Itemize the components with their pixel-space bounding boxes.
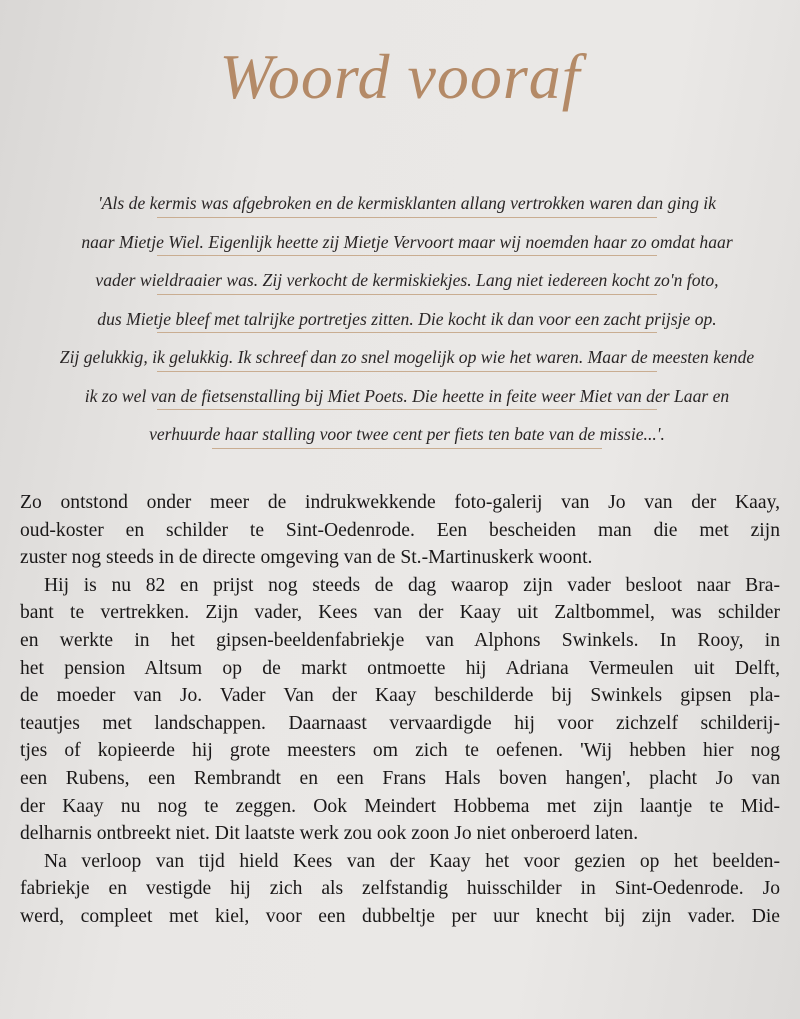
body-line: der Kaay nu nog te zeggen. Ook Meindert Hobbema met zijn laantje te Mid- — [20, 795, 780, 817]
body-line: werd, compleet met kiel, voor een dubbeltje per uur knecht bij zijn vader. Die — [20, 905, 780, 927]
body-line: delharnis ontbreekt niet. Dit laatste werk zou ook zoon Jo niet onberoerd laten. — [20, 823, 639, 845]
body-line: en werkte in het gipsen-beeldenfabriekje van Alphons Swinkels. In Rooy, in — [20, 629, 780, 651]
body-text — [20, 489, 780, 931]
body-line: zuster nog steeds in de directe omgeving van de St.-Martinuskerk woont. — [20, 547, 593, 569]
quote-line: dus Mietje bleef met talrijke portretjes zitten. Die kocht ik dan voor een zacht prijsje op. — [52, 300, 762, 339]
body-line: bant te vertrekken. Zijn vader, Kees van der Kaay uit Zaltbommel, was schilder — [20, 602, 780, 624]
body-line: de moeder van Jo. Vader Van der Kaay beschilderde bij Swinkels gipsen pla- — [20, 685, 780, 707]
quote-line: Zij gelukkig, ik gelukkig. Ik schreef dan zo snel mogelijk op wie het waren. Maar de meesten kende — [52, 338, 762, 377]
body-line: Na verloop van tijd hield Kees van der Kaay het voor gezien op het beelden- — [44, 850, 780, 872]
quote-line: vader wieldraaier was. Zij verkocht de kermiskiekjes. Lang niet iedereen kocht zo'n foto, — [52, 261, 762, 300]
quote-line: naar Mietje Wiel. Eigenlijk heette zij Mietje Vervoort maar wij noemden haar zo omdat haar — [52, 223, 762, 262]
body-line: een Rubens, een Rembrandt en een Frans Hals boven hangen', placht Jo van — [20, 767, 780, 789]
body-line: het pension Altsum op de markt ontmoette hij Adriana Vermeulen uit Delft, — [20, 657, 780, 679]
quote-line: ik zo wel van de fietsenstalling bij Miet Poets. Die heette in feite weer Miet van der Laar en — [52, 377, 762, 416]
quote-line: verhuurde haar stalling voor twee cent per fiets ten bate van de missie...'. — [52, 415, 762, 454]
body-line: tjes of kopieerde hij grote meesters om zich te oefenen. 'Wij hebben hier nog — [20, 740, 780, 762]
body-line: Zo ontstond onder meer de indrukwekkende foto-galerij van Jo van der Kaay, — [20, 492, 780, 513]
quote-line: 'Als de kermis was afgebroken en de kermisklanten allang vertrokken waren dan ging ik — [52, 184, 762, 223]
body-line: Hij is nu 82 en prijst nog steeds de dag waarop zijn vader besloot naar Bra- — [44, 574, 780, 596]
body-line: oud-koster en schilder te Sint-Oedenrode. Een bescheiden man die met zijn — [20, 519, 780, 541]
body-line: fabriekje en vestigde hij zich als zelfstandig huisschilder in Sint-Oedenrode. Jo — [20, 878, 780, 900]
page-title: Woord vooraf — [219, 41, 581, 112]
body-line: teautjes met landschappen. Daarnaast vervaardigde hij voor zichzelf schilderij- — [20, 712, 780, 734]
quote-block — [52, 184, 762, 454]
